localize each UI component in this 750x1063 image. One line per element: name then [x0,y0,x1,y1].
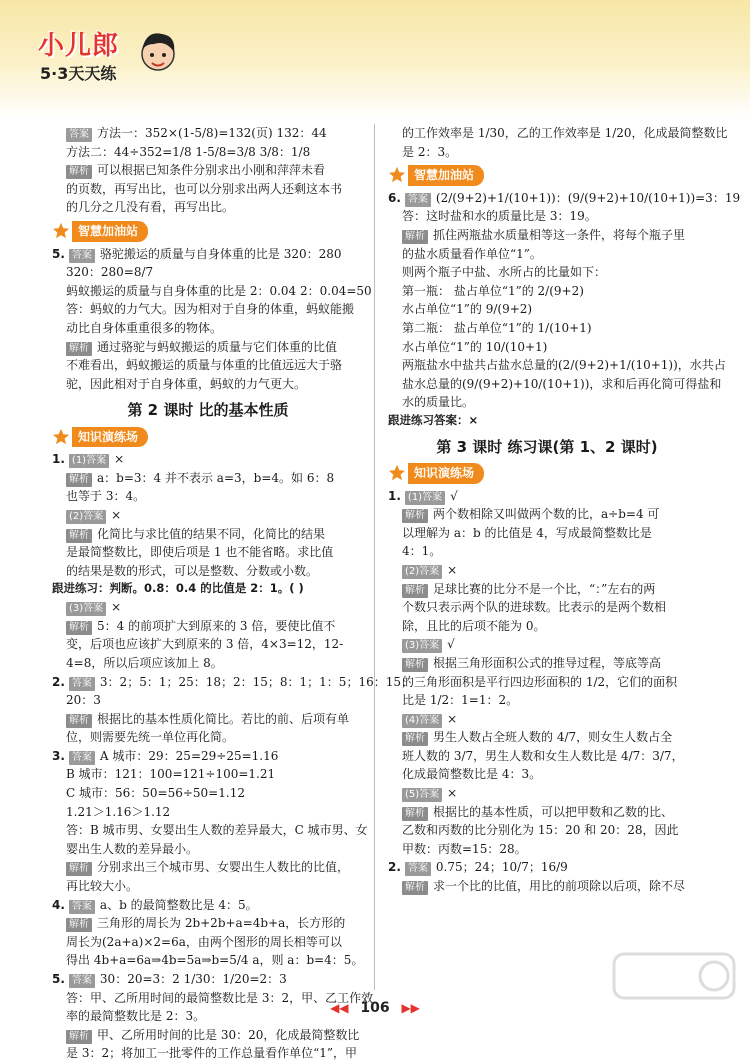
question-number: 6. [388,190,401,205]
text-line [388,710,706,729]
text-line [52,300,364,319]
line-text: 抓住两瓶盐水质量相等这一条件，将每个瓶子里 [433,227,686,242]
line-text: C 城市：56：50=56÷50=1.12 [66,786,245,801]
text-line [52,728,364,747]
text-line [52,469,364,488]
text-line [388,524,706,543]
analysis-tag: 解析 [66,714,92,728]
section-header [52,221,364,242]
line-text: 也等于 3：4。 [66,489,146,504]
line-text: a：b=3：4 并不表示 a=3，b=4。如 6：8 [97,470,335,485]
line-text: 水占单位“1”的 9/(9+2) [402,302,533,317]
line-text: 是最简整数比，即使后项是 1 也不能省略。求比值 [66,545,334,560]
text-line [52,180,364,199]
line-text: 位，则需要先统一单位再化简。 [66,730,235,745]
line-text: × [111,600,122,615]
answer-tag: 答案 [405,193,431,207]
line-text: 通过骆驼与蚂蚁搬运的质量与它们体重的比值 [97,339,338,354]
section-label: 知识演练场 [408,463,484,484]
text-line [388,673,706,692]
analysis-tag: 解析 [66,918,92,932]
question-number: 2. [52,674,65,689]
text-line [388,245,706,264]
text-line [388,747,706,766]
follow-up-practice: 跟进练习：判断。0.8：0.4 的比值是 2：1。( ) [52,581,304,596]
follow-up-practice: 跟进练习答案：× [388,412,479,427]
text-line [388,226,706,245]
text-line [388,393,706,412]
line-text: 答：蚂蚁的力气大。因为相对于自身的体重，蚂蚁能搬 [66,302,355,317]
line-text: 的盐水质量看作单位“1”。 [402,246,542,261]
text-line [388,561,706,580]
answer-tag: (2)答案 [402,565,442,579]
text-line [388,189,741,208]
prev-arrows-icon: ◀◀ [330,1001,349,1015]
line-text: 婴出生人数的差异最小。 [66,841,199,856]
line-text: × [111,507,122,522]
line-text: B 城市：121：100=121÷100=1.21 [66,767,276,782]
answer-tag: (3)答案 [66,602,106,616]
line-text: 1.21＞1.16＞1.12 [66,804,171,819]
line-text: 答：B 城市男、女婴出生人数的差异最大，C 城市男、女 [66,823,368,838]
line-text: 除，且比的后项不能为 0。 [402,618,546,633]
text-line [388,282,706,301]
line-text: 个数只表示两个队的进球数。比表示的是两个数相 [402,600,667,615]
answer-tag: 答案 [66,128,92,142]
line-text: 率的最简整数比是 2：3。 [66,1009,206,1024]
text-line [52,654,364,673]
text-line [52,691,364,710]
text-line [52,914,364,933]
line-text: √ [447,637,455,652]
column-divider [374,124,375,990]
analysis-tag: 解析 [402,658,428,672]
text-line [52,803,364,822]
line-text: 比是 1/2：1=1：2。 [402,693,519,708]
text-line [52,356,364,375]
answer-tag: (3)答案 [402,639,442,653]
line-text: 答：甲、乙所用时间的最简整数比是 3：2，甲、乙工作效 [66,990,374,1005]
text-line [388,654,706,673]
line-text: 根据三角形面积公式的推导过程，等底等高 [433,655,662,670]
answer-tag: (5)答案 [402,788,442,802]
line-text: 两瓶盐水中盐共占盐水总量的(2/(9+2)+1/(10+1))，水共占 [402,358,726,373]
text-line [388,542,706,561]
mascot-icon [136,28,180,78]
section-header [388,463,706,484]
question-number: 2. [388,860,401,875]
text-line [388,765,706,784]
line-text: 得出 4b+a=6a⇒4b=5a⇒b=5/4 a，则 a：b=4：5。 [66,953,364,968]
line-text: 第二瓶： 盐占单位“1”的 1/(10+1) [402,320,592,335]
text-line [388,263,706,282]
question-number: 1. [52,452,65,467]
line-text: 周长为(2a+a)×2=6a，由两个图形的周长相等可以 [66,934,342,949]
line-text: a、b 的最简整数比是 4：5。 [99,897,258,912]
watermark-logo [610,948,740,1028]
text-line [52,747,364,766]
text-line [52,1044,364,1063]
text-line [52,543,364,562]
text-line [52,840,364,859]
line-text: 则两个瓶子中盐、水所占的比量如下： [402,265,607,280]
text-line [52,375,364,394]
right-column [388,124,741,896]
analysis-tag: 解析 [66,1030,92,1044]
line-text: 乙数和丙数的比分别化为 15：20 和 20：28，因此 [402,823,679,838]
answer-tag: (1)答案 [405,491,445,505]
line-text: 方法一：352×(1-5/8)=132(页) 132：44 [97,126,327,140]
line-text: × [447,562,458,577]
text-line [388,207,706,226]
line-text: 根据比的基本性质，可以把甲数和乙数的比、 [433,804,674,819]
text-line [52,821,368,840]
line-text: 30：20=3：2 1/30：1/20=2：3 [99,972,287,986]
text-line [388,858,706,877]
line-text: 的结果是数的形式，可以是整数、分数或小数。 [66,563,319,578]
line-text: 4：1。 [402,544,442,559]
text-line [388,338,706,357]
text-line [388,691,706,710]
text-line [52,896,364,915]
line-text: (2/(9+2)+1/(10+1))：(9/(9+2)+10/(10+1))=3：19 [435,190,741,205]
lesson-title: 第 2 课时 比的基本性质 [127,401,289,420]
analysis-tag: 解析 [402,509,428,523]
text-line [388,487,706,506]
line-text: 甲、乙所用时间的比是 30：20，化成最简整数比 [97,1027,360,1042]
line-text: 的页数，再写出比，也可以分别求出两人还剩这本书 [66,181,343,196]
line-text: 5：4 的前项扩大到原来的 3 倍，要使比值不 [97,618,336,633]
text-line [388,375,722,394]
text-line [52,1026,364,1045]
text-line [388,505,706,524]
line-text: 方法二：44÷352=1/8 1-5/8=3/8 3/8：1/8 [66,144,311,159]
line-text: 甲数：丙数=15：28。 [402,841,527,856]
line-text: 两个数相除又叫做两个数的比，a÷b=4 可 [433,507,660,522]
line-text: 男生人数占全班人数的 4/7，则女生人数占全 [433,730,673,745]
line-text: 求一个比的比值，用比的前项除以后项，除不尽 [433,879,686,894]
analysis-tag: 解析 [66,342,92,356]
section-header [52,427,364,448]
line-text: 水占单位“1”的 10/(10+1) [402,339,548,354]
text-line [52,933,364,952]
section-label: 智慧加油站 [72,221,148,242]
line-text: × [114,452,125,467]
line-text: 班人数的 3/7，男生人数和女生人数比是 4/7：3/7， [402,748,684,763]
text-line [388,617,706,636]
text-line [52,635,364,654]
line-text: 3：2；5：1；25：18；2：15；8：1；1：5；16：15； [99,674,413,689]
text-line [52,562,364,581]
line-text: 是 2：3。 [402,144,458,159]
line-text: 第一瓶： 盐占单位“1”的 2/(9+2) [402,283,584,298]
text-line [388,143,706,162]
line-text: 是 3：2；将加工一批零件的工作总量看作单位“1”，甲 [66,1046,357,1061]
text-line [388,803,706,822]
line-text: 根据比的基本性质化简比。若比的前、后项有单 [97,711,350,726]
text-line [52,673,413,692]
page-number: 106 [360,1000,390,1016]
text-line [52,450,364,469]
text-line [52,525,364,544]
logo-title: 小儿郎 [38,31,120,61]
text-line [52,245,364,264]
question-number: 1. [388,488,401,503]
text-line [388,728,706,747]
answer-tag: (2)答案 [66,510,106,524]
line-text: 分别求出三个城市男、女婴出生人数比的比值， [97,860,350,875]
line-text: 的几分之几没有看，再写出比。 [66,200,235,215]
line-text: 的三角形面积是平行四边形面积的 1/2，它们的面积 [402,674,678,689]
section-label: 知识演练场 [72,427,148,448]
text-line [388,598,706,617]
text-line [52,951,364,970]
line-text: 化简比与求比值的结果不同，化简比的结果 [97,526,326,541]
section-star-icon [52,222,70,240]
line-text: 水的质量比。 [402,395,475,410]
line-text: 可以根据已知条件分别求出小刚和萍萍未看 [97,163,326,178]
line-text: 驼，因此相对于自身体重，蚂蚁的力气更大。 [66,376,307,391]
line-text: 的工作效率是 1/30，乙的工作效率是 1/20，化成最简整数比 [402,126,728,140]
question-number: 5. [52,246,65,261]
answer-tag: 答案 [69,249,95,263]
text-line [388,784,706,803]
line-text: 320：280=8/7 [66,265,154,280]
text-line [52,282,372,301]
line-text: 20：3 [66,693,101,708]
text-line [388,300,706,319]
text-line [52,784,364,803]
line-text: 答：这时盐和水的质量比是 3：19。 [402,209,597,224]
line-text: √ [450,488,458,503]
line-text: 盐水总量的(9/(9+2)+10/(10+1))，求和后再化简可得盐和 [402,376,722,391]
analysis-tag: 解析 [66,529,92,543]
line-text: 4=8，所以后项应该加上 8。 [66,655,223,670]
line-text: A 城市：29：25=29÷25=1.16 [99,748,279,763]
answer-tag: 答案 [69,974,95,988]
line-text: 骆驼搬运的质量与自身体重的比是 320：280 [99,246,342,261]
line-text: 蚂蚁搬运的质量与自身体重的比是 2：0.04 2：0.04=50 [66,283,372,298]
analysis-tag: 解析 [402,732,428,746]
text-line [52,710,364,729]
analysis-tag: 解析 [402,807,428,821]
analysis-tag: 解析 [66,473,92,487]
section-header [388,165,706,186]
text-line [52,858,364,877]
text-line [52,161,364,180]
text-line [52,487,364,506]
analysis-tag: 解析 [66,165,92,179]
text-line [52,319,364,338]
line-text: 足球比赛的比分不是一个比，“：”左右的两 [433,581,656,596]
text-line [52,338,364,357]
answer-tag: 答案 [405,862,431,876]
text-line [52,598,364,617]
analysis-tag: 解析 [402,230,428,244]
section-star-icon [388,464,406,482]
answer-tag: 答案 [69,751,95,765]
line-text: × [447,786,458,801]
text-line [388,319,706,338]
answer-tag: 答案 [69,900,95,914]
book-logo [38,26,168,96]
text-line [52,765,364,784]
answer-tag: 答案 [69,677,95,691]
text-line [388,821,706,840]
lesson-title: 第 3 课时 练习课(第 1、2 课时) [436,437,658,456]
text-line [388,877,706,896]
text-line [388,580,706,599]
line-text: 再比较大小。 [66,879,139,894]
text-line [52,198,364,217]
analysis-tag: 解析 [402,584,428,598]
section-label: 智慧加油站 [408,165,484,186]
analysis-tag: 解析 [66,621,92,635]
logo-subtitle: 5·3天天练 [40,64,117,83]
text-line [52,143,364,162]
line-text: 变，后项也应该扩大到原来的 3 倍，4×3=12，12- [66,637,344,652]
text-line [388,124,728,143]
text-line [52,617,364,636]
text-line [388,356,726,375]
section-star-icon [52,428,70,446]
question-number: 4. [52,897,65,912]
section-star-icon [388,166,406,184]
analysis-tag: 解析 [402,881,428,895]
text-line [52,877,364,896]
text-line [388,840,706,859]
question-number: 3. [52,748,65,763]
line-text: 0.75；24；10/7；16/9 [435,860,568,875]
line-text: × [447,711,458,726]
answer-tag: (4)答案 [402,714,442,728]
line-text: 以理解为 a：b 的比值是 4，写成最简整数比是 [402,525,652,540]
text-line [52,970,364,989]
text-line [52,124,364,143]
next-arrows-icon: ▶▶ [401,1001,420,1015]
answer-tag: (1)答案 [69,454,109,468]
text-line [52,263,364,282]
question-number: 5. [52,972,65,986]
line-text: 三角形的周长为 2b+2b+a=4b+a，长方形的 [97,916,346,931]
text-line [52,506,364,525]
line-text: 化成最简整数比是 4：3。 [402,767,542,782]
line-text: 动比自身体重重很多的物体。 [66,320,223,335]
text-line [388,635,706,654]
line-text: 不难看出，蚂蚁搬运的质量与体重的比值远远大于骆 [66,358,343,373]
analysis-tag: 解析 [66,862,92,876]
